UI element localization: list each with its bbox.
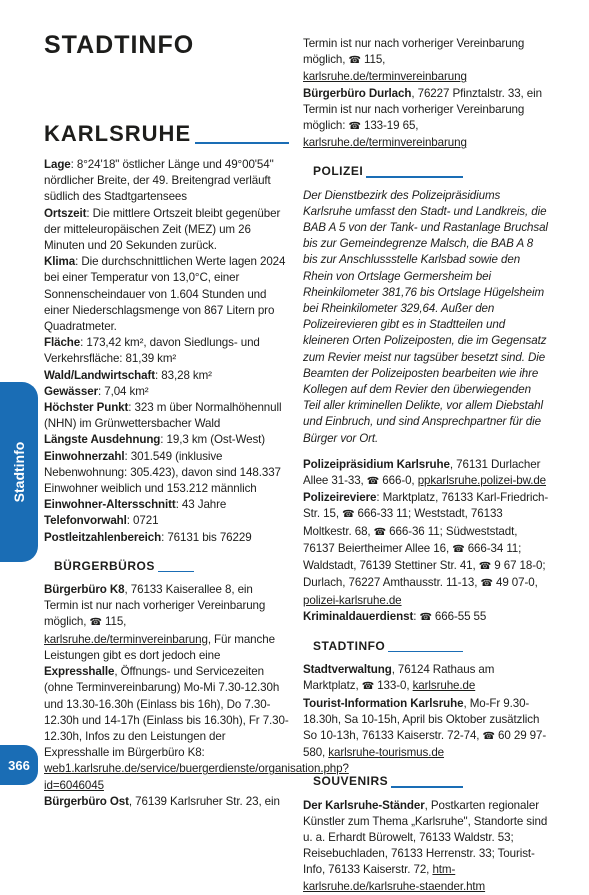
fact-item: [44, 530, 289, 546]
fact-item: [44, 206, 289, 255]
entry-verwaltung-name: Stadtverwaltung: [303, 663, 392, 677]
city-heading: [44, 121, 289, 147]
phone-icon: ☎: [342, 509, 355, 521]
entry-text: Termin ist nur nach vorheriger Vereinbarung möglich,: [303, 37, 525, 67]
entry-text: , Für manche Leistungen gibt es dort jedoch eine: [44, 632, 275, 662]
phone-icon: ☎: [348, 121, 361, 133]
buergerbueros-heading-text: BÜRGERBÜROS: [54, 558, 155, 573]
entry-text: , 76131 Durlacher Allee 31-33,: [303, 457, 541, 488]
phone-icon: ☎: [419, 611, 432, 623]
phone-icon: ☎: [452, 543, 465, 555]
entry-verwaltung: [303, 662, 549, 695]
fact-item: [44, 513, 289, 529]
polizei-heading: [313, 163, 463, 179]
fact-text: : 19,3 km (Ost-West): [160, 433, 266, 447]
souvenirs-heading-text: SOUVENIRS: [313, 774, 389, 789]
entry-ost-name: Bürgerbüro Ost: [44, 794, 129, 808]
entry-text: : Marktplatz, 76133 Karl-Friedrich-Str. 15,: [303, 491, 549, 521]
entry-text: 115,: [360, 53, 386, 67]
fact-label: Wald/Landwirtschaft: [44, 368, 156, 382]
fact-label: Einwohner-Altersschnitt: [44, 498, 176, 512]
fact-label: Telefonvorwahl: [44, 514, 127, 528]
entry-durlach-name: Bürgerbüro Durlach: [303, 86, 412, 100]
fact-label: Höchster Punkt: [44, 401, 129, 415]
entry-touristinfo: [303, 696, 549, 762]
entry-reviere: [303, 490, 549, 608]
entry-text: , 76139 Karlsruher Str. 23, ein: [128, 794, 280, 808]
fact-label: Postleitzahlenbereich: [44, 530, 162, 544]
fact-text: : 173,42 km², davon Siedlungs- und Verkehrsfläche: 81,39 km²: [44, 336, 260, 366]
phone-icon: ☎: [478, 561, 492, 573]
fact-item: [44, 497, 289, 513]
souvenirs-heading: [313, 773, 463, 789]
entry-text: 49 07-0,: [492, 576, 538, 590]
fact-text: : 7,04 km²: [98, 384, 149, 398]
stadtinfo-heading: [313, 638, 463, 654]
entry-kripo: [303, 609, 549, 626]
phone-icon: ☎: [361, 681, 375, 693]
city-name: KARLSRUHE: [44, 121, 192, 146]
link-terminvereinbarung[interactable]: karlsruhe.de/terminvereinbarung: [303, 70, 467, 84]
fact-text: : 83,28 km²: [155, 368, 212, 382]
heading-rule: [366, 176, 463, 178]
fact-item: [44, 254, 289, 335]
heading-rule: [158, 571, 194, 573]
section-heading: STADTINFO: [44, 31, 195, 59]
heading-rule: [388, 651, 463, 653]
entry-ost-continued: [303, 36, 549, 86]
link-karlsruhe[interactable]: karlsruhe.de: [412, 679, 476, 693]
fact-label: Ortszeit: [44, 206, 87, 220]
fact-text: : 8°24'18" östlicher Länge und 49°00'54" nördlicher Breite, der 49. Breitengrad verläuft südlich des Stadtgartensees: [44, 158, 274, 204]
phone-icon: ☎: [482, 730, 495, 742]
entry-text: 133-19 65,: [360, 119, 419, 133]
entry-text: , Öffnungs- und Servicezeiten (ohne Terminvereinbarung) Mo-Mi 7.30-12.30h und 13.30-16.30h (Einlass bis 16h), Do 7.30-12.30h und 14-17h (Einlass bis 16.30h), Fr 7.30-12.30h, Infos zu den Leistungen der Expresshalle im Bürgerbüro K8:: [44, 665, 289, 760]
fact-label: Einwohnerzahl: [44, 449, 125, 463]
fact-item: [44, 368, 289, 384]
fact-text: : 76131 bis 76229: [161, 530, 252, 544]
entry-text: , 76133 Kaiserallee 8, ein Termin ist nur nach vorheriger Vereinbarung möglich,: [44, 583, 266, 629]
link-karlsruhe-tourismus[interactable]: karlsruhe-tourismus.de: [328, 746, 445, 760]
entry-text: , 76227 Pfinztalstr. 33, ein Termin ist nur nach vorheriger Vereinbarung möglich:: [303, 86, 542, 133]
entry-praesidium-name: Polizeipräsidium Karlsruhe: [303, 457, 450, 471]
phone-icon: ☎: [366, 476, 380, 488]
page-number: 366: [0, 745, 38, 785]
fact-item: [44, 449, 289, 498]
entry-kripo-name: Kriminaldauerdienst: [303, 609, 414, 623]
fact-text: : 0721: [126, 514, 159, 528]
polizei-heading-text: POLIZEI: [313, 164, 364, 179]
entry-text: 115,: [101, 615, 127, 629]
link-polizei-karlsruhe[interactable]: polizei-karlsruhe.de: [303, 593, 402, 607]
entry-text: 666-36 11; Südweststadt, 76137 Beiertheimer Allee 16,: [303, 524, 518, 555]
heading-rule: [391, 786, 463, 788]
buergerbueros-heading: [54, 558, 194, 574]
side-tab-label: Stadtinfo: [11, 441, 27, 503]
fact-label: Längste Ausdehnung: [44, 433, 161, 447]
link-terminvereinbarung[interactable]: karlsruhe.de/terminvereinbarung: [303, 136, 467, 150]
polizei-intro: Der Dienstbezirk des Polizeipräsidiums Karlsruhe umfasst den Stadt- und Landkreis, die BAB A 5 von der Tank- und Rastanlage Bruchsal bis zur Gemeindegrenze Malsch, die BAB A 8 bis zur Anschlussstelle Karlsbad sowie den Rhein von Ortslage Germersheim bei Rheinkilometer 381,76 bis Ortslage Hügelsheim bei Rheinkilometer 329,64. Außer den Polizeirevieren gibt es in Stadtteilen und kleineren Orten Polizeiposten, die im Gegensatz zum Revier meist nur tagsüber besetzt sind. Die Beamten der Polizeiposten bearbeiten wie ihre Kollegen auf dem Revier den überwiegenden Teil aller kriminellen Delikte, vor allem Diebstahl und Einbruch, und sind Ansprechpartner für die Bürger vor Ort.: [303, 188, 548, 445]
phone-icon: ☎: [89, 617, 102, 629]
fact-text: : Die mittlere Ortszeit bleibt gegenüber der mitteleuropäischen Zeit (MEZ) um 26 Minuten und 20 Sekunden zurück.: [44, 206, 281, 253]
entry-touristinfo-name: Tourist-Information Karlsruhe: [303, 696, 464, 710]
phone-icon: ☎: [480, 578, 493, 590]
link-staender[interactable]: htm-karlsruhe.de/karlsruhe-staender.htm: [303, 863, 486, 893]
entry-ost: [44, 794, 289, 810]
fact-label: Klima: [44, 255, 76, 269]
entry-text: 666-55 55: [431, 609, 487, 623]
fact-text: : 323 m über Normalhöhennull (NHN) im Grünwettersbacher Wald: [44, 401, 282, 431]
entry-text: , Postkarten regionaler Künstler zum Thema „Karlsruhe", Standorte sind u. a. Erhardt Bürowelt, 76133 Waldstr. 53; Reisebuchladen, 76133 Herrenstr. 33; Tourist-Info, 76133 Kaiserstr. 72,: [303, 798, 548, 877]
fact-label: Lage: [44, 158, 71, 171]
entry-text: 666-33 11; Weststadt, 76133 Moltkestr. 68,: [303, 507, 503, 538]
phone-icon: ☎: [373, 526, 387, 538]
entry-staender: [303, 798, 549, 895]
entry-k8-name: Bürgerbüro K8: [44, 583, 125, 597]
link-buergerdienste[interactable]: web1.karlsruhe.de/service/buergerdienste/organisation.php?id=6046045: [44, 762, 349, 792]
entry-text: , 76124 Rathaus am Marktplatz,: [303, 663, 495, 693]
expresshalle-label: Expresshalle: [44, 665, 115, 679]
phone-icon: ☎: [348, 55, 361, 67]
fact-item: [44, 384, 289, 400]
entry-text: 133-0,: [374, 679, 413, 693]
fact-item: [44, 432, 289, 448]
right-column: [303, 36, 549, 895]
fact-text: : Die durchschnittlichen Werte lagen 2024 bei einer Temperatur von 13,0°C, einer Sonnenscheindauer von 1.604 Stunden und einer Niederschlagsmenge von 867 Litern pro Quadratmeter.: [44, 255, 286, 334]
fact-item: [44, 400, 289, 432]
entry-text: 9 67 18-0; Durlach, 76227 Amthausstr. 11-13,: [303, 559, 546, 590]
city-rule: [195, 142, 289, 144]
entry-text: 666-34 11; Waldstadt, 76139 Stettiner Str. 41,: [303, 541, 522, 573]
fact-label: Fläche: [44, 336, 81, 350]
link-terminvereinbarung[interactable]: karlsruhe.de/terminvereinbarung: [44, 632, 208, 646]
entry-text: , Mo-Fr 9.30-18.30h, Sa 10-15h, April bis Oktober zusätzlich So 10-13h, 76133 Kaiserstr. 72-74,: [303, 696, 540, 742]
fact-label: Gewässer: [44, 384, 98, 398]
entry-praesidium: [303, 457, 549, 490]
facts-list: [44, 157, 289, 546]
entry-staender-name: Der Karlsruhe-Ständer: [303, 798, 425, 812]
entry-text: :: [413, 609, 420, 623]
entry-durlach: [303, 86, 549, 152]
fact-text: : 301.549 (inklusive Nebenwohnung: 305.423), davon sind 148.337 Einwohner weiblich und 153.212 männlich: [44, 449, 281, 496]
fact-item: [44, 157, 289, 206]
entry-reviere-name: Polizeireviere: [303, 491, 377, 505]
entry-text: 666-0,: [379, 474, 418, 488]
fact-text: : 43 Jahre: [175, 498, 227, 512]
link-ppkarlsruhe[interactable]: ppkarlsruhe.polizei-bw.de: [417, 474, 547, 488]
entry-text: 60 29 97-580,: [303, 728, 547, 760]
stadtinfo-heading-text: STADTINFO: [313, 638, 386, 653]
fact-item: [44, 335, 289, 367]
